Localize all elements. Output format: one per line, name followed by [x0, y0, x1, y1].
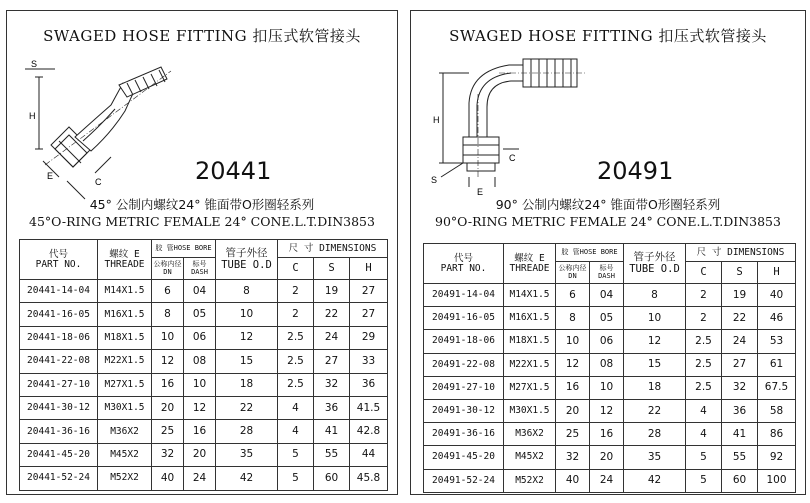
cell-s: 22	[314, 303, 350, 326]
cell-thread: M45X2	[504, 446, 556, 469]
cell-part: 20441-45-20	[20, 443, 98, 466]
cell-s: 60	[314, 467, 350, 490]
cell-s: 36	[314, 396, 350, 419]
cell-c: 2.5	[686, 330, 722, 353]
cell-dn: 20	[556, 399, 590, 422]
table-row	[424, 284, 796, 307]
header-tube-od: 管子外径 TUBE O.D	[216, 240, 278, 280]
cell-dash: 12	[184, 396, 216, 419]
cell-s: 60	[722, 469, 758, 492]
table-row	[424, 307, 796, 330]
cell-dash: 06	[590, 330, 624, 353]
cell-dash: 10	[184, 373, 216, 396]
cell-dn: 12	[556, 353, 590, 376]
cell-h: 61	[758, 353, 796, 376]
dim-label-h: H	[29, 111, 36, 121]
cell-tube: 10	[624, 307, 686, 330]
cell-dash: 24	[590, 469, 624, 492]
cell-c: 5	[278, 443, 314, 466]
cell-h: 67.5	[758, 376, 796, 399]
cell-c: 4	[686, 423, 722, 446]
cell-h: 36	[350, 373, 388, 396]
table-row	[424, 423, 796, 446]
table-row	[20, 467, 388, 490]
cell-h: 41.5	[350, 396, 388, 419]
cell-dash: 20	[590, 446, 624, 469]
cell-dash: 04	[184, 280, 216, 303]
cell-dn: 40	[152, 467, 184, 490]
cell-tube: 18	[624, 376, 686, 399]
dim-label-c: C	[509, 153, 516, 163]
cell-part: 20441-36-16	[20, 420, 98, 443]
subtitle-english: 90°O-RING METRIC FEMALE 24° CONE.L.T.DIN3853	[435, 214, 781, 229]
table-row	[20, 303, 388, 326]
cell-c: 2.5	[278, 373, 314, 396]
cell-thread: M14X1.5	[98, 280, 152, 303]
cell-thread: M52X2	[504, 469, 556, 492]
cell-part: 20441-30-12	[20, 396, 98, 419]
cell-h: 45.8	[350, 467, 388, 490]
header-h: H	[350, 258, 388, 280]
header-s: S	[314, 258, 350, 280]
cell-c: 5	[686, 469, 722, 492]
cell-s: 32	[314, 373, 350, 396]
cell-h: 100	[758, 469, 796, 492]
dim-label-e: E	[47, 171, 54, 181]
cell-tube: 42	[624, 469, 686, 492]
header-dimensions: 尺 寸 DIMENSIONS	[686, 244, 796, 262]
table-row	[424, 399, 796, 422]
cell-part: 20491-18-06	[424, 330, 504, 353]
cell-s: 19	[314, 280, 350, 303]
cell-part: 20441-18-06	[20, 326, 98, 349]
catalog-panel-20441	[6, 10, 398, 495]
dim-label-s: S	[31, 59, 38, 69]
product-code: 20441	[195, 157, 272, 185]
cell-thread: M14X1.5	[504, 284, 556, 307]
header-dash: 标号 DASH	[184, 258, 216, 280]
cell-tube: 10	[216, 303, 278, 326]
cell-s: 41	[314, 420, 350, 443]
cell-h: 33	[350, 350, 388, 373]
cell-dash: 05	[590, 307, 624, 330]
header-dash: 标号 DASH	[590, 262, 624, 284]
spec-table	[423, 243, 796, 493]
fitting-45-drawing	[15, 53, 175, 203]
header-thread: 螺纹 E THREADE	[504, 244, 556, 284]
cell-thread: M18X1.5	[98, 326, 152, 349]
catalog-panel-20491	[410, 10, 806, 495]
cell-dash: 24	[184, 467, 216, 490]
cell-dn: 20	[152, 396, 184, 419]
subtitle-english: 45°O-RING METRIC FEMALE 24° CONE.L.T.DIN3853	[29, 214, 375, 229]
cell-s: 27	[722, 353, 758, 376]
header-c: C	[686, 262, 722, 284]
cell-tube: 12	[624, 330, 686, 353]
panel-title: SWAGED HOSE FITTING 扣压式软管接头	[43, 27, 361, 45]
cell-thread: M27X1.5	[504, 376, 556, 399]
cell-thread: M22X1.5	[98, 350, 152, 373]
dim-label-c: C	[95, 177, 102, 187]
cell-h: 92	[758, 446, 796, 469]
table-row	[20, 373, 388, 396]
cell-c: 5	[278, 467, 314, 490]
cell-h: 27	[350, 303, 388, 326]
cell-tube: 28	[216, 420, 278, 443]
cell-part: 20441-22-08	[20, 350, 98, 373]
table-row	[20, 443, 388, 466]
cell-dn: 16	[152, 373, 184, 396]
cell-tube: 8	[624, 284, 686, 307]
cell-h: 40	[758, 284, 796, 307]
cell-thread: M22X1.5	[504, 353, 556, 376]
table-row	[20, 420, 388, 443]
cell-thread: M36X2	[504, 423, 556, 446]
cell-h: 27	[350, 280, 388, 303]
cell-part: 20491-52-24	[424, 469, 504, 492]
cell-tube: 8	[216, 280, 278, 303]
header-part-no: 代号 PART NO.	[20, 240, 98, 280]
header-dn: 公称内径 DN	[556, 262, 590, 284]
cell-h: 46	[758, 307, 796, 330]
table-row	[20, 396, 388, 419]
cell-dn: 6	[152, 280, 184, 303]
header-c: C	[278, 258, 314, 280]
cell-s: 55	[722, 446, 758, 469]
cell-s: 41	[722, 423, 758, 446]
cell-tube: 35	[216, 443, 278, 466]
cell-thread: M30X1.5	[98, 396, 152, 419]
cell-dash: 06	[184, 326, 216, 349]
cell-dash: 08	[184, 350, 216, 373]
header-dimensions: 尺 寸 DIMENSIONS	[278, 240, 388, 258]
cell-dash: 20	[184, 443, 216, 466]
cell-c: 2.5	[686, 353, 722, 376]
header-hose-bore: 胶 管HOSE BORE	[556, 244, 624, 262]
cell-tube: 35	[624, 446, 686, 469]
cell-part: 20491-27-10	[424, 376, 504, 399]
cell-dn: 6	[556, 284, 590, 307]
spec-table	[19, 239, 388, 491]
cell-part: 20491-14-04	[424, 284, 504, 307]
cell-s: 22	[722, 307, 758, 330]
cell-tube: 22	[624, 399, 686, 422]
cell-dn: 8	[152, 303, 184, 326]
cell-thread: M36X2	[98, 420, 152, 443]
cell-c: 2.5	[278, 350, 314, 373]
cell-c: 2	[278, 303, 314, 326]
cell-h: 42.8	[350, 420, 388, 443]
cell-s: 27	[314, 350, 350, 373]
dim-label-s: S	[431, 175, 438, 185]
cell-c: 2	[686, 307, 722, 330]
cell-h: 29	[350, 326, 388, 349]
cell-dn: 32	[556, 446, 590, 469]
cell-h: 58	[758, 399, 796, 422]
table-row	[424, 446, 796, 469]
cell-dn: 10	[556, 330, 590, 353]
table-row	[424, 330, 796, 353]
cell-s: 55	[314, 443, 350, 466]
cell-part: 20441-52-24	[20, 467, 98, 490]
fitting-90-drawing	[419, 53, 589, 203]
cell-dash: 10	[590, 376, 624, 399]
table-row	[20, 326, 388, 349]
cell-tube: 12	[216, 326, 278, 349]
cell-c: 4	[686, 399, 722, 422]
table-row	[20, 280, 388, 303]
cell-thread: M16X1.5	[504, 307, 556, 330]
cell-dn: 12	[152, 350, 184, 373]
cell-thread: M30X1.5	[504, 399, 556, 422]
cell-part: 20491-45-20	[424, 446, 504, 469]
cell-dn: 25	[152, 420, 184, 443]
table-row	[424, 376, 796, 399]
cell-part: 20441-27-10	[20, 373, 98, 396]
cell-h: 86	[758, 423, 796, 446]
subtitle-chinese: 90° 公制内螺纹24° 锥面带O形圈轻系列	[495, 197, 721, 212]
cell-tube: 15	[216, 350, 278, 373]
table-row	[424, 353, 796, 376]
header-s: S	[722, 262, 758, 284]
cell-dn: 8	[556, 307, 590, 330]
header-tube-od: 管子外径 TUBE O.D	[624, 244, 686, 284]
cell-dash: 04	[590, 284, 624, 307]
dim-label-e: E	[477, 187, 484, 197]
cell-tube: 15	[624, 353, 686, 376]
cell-thread: M18X1.5	[504, 330, 556, 353]
dim-label-h: H	[433, 115, 440, 125]
cell-h: 53	[758, 330, 796, 353]
cell-h: 44	[350, 443, 388, 466]
cell-part: 20491-16-05	[424, 307, 504, 330]
cell-thread: M16X1.5	[98, 303, 152, 326]
cell-part: 20491-22-08	[424, 353, 504, 376]
cell-thread: M52X2	[98, 467, 152, 490]
cell-dn: 16	[556, 376, 590, 399]
cell-s: 19	[722, 284, 758, 307]
cell-thread: M45X2	[98, 443, 152, 466]
cell-dash: 16	[590, 423, 624, 446]
cell-part: 20441-14-04	[20, 280, 98, 303]
product-code: 20491	[597, 157, 674, 185]
cell-c: 2.5	[278, 326, 314, 349]
cell-thread: M27X1.5	[98, 373, 152, 396]
header-hose-bore: 胶 管HOSE BORE	[152, 240, 216, 258]
header-h: H	[758, 262, 796, 284]
cell-s: 32	[722, 376, 758, 399]
cell-part: 20441-16-05	[20, 303, 98, 326]
header-part-no: 代号 PART NO.	[424, 244, 504, 284]
cell-dn: 25	[556, 423, 590, 446]
cell-dash: 16	[184, 420, 216, 443]
table-row	[20, 350, 388, 373]
panel-title: SWAGED HOSE FITTING 扣压式软管接头	[449, 27, 767, 45]
cell-s: 36	[722, 399, 758, 422]
cell-dn: 32	[152, 443, 184, 466]
header-thread: 螺纹 E THREADE	[98, 240, 152, 280]
cell-s: 24	[314, 326, 350, 349]
cell-s: 24	[722, 330, 758, 353]
cell-dn: 10	[152, 326, 184, 349]
table-row	[424, 469, 796, 492]
cell-dash: 05	[184, 303, 216, 326]
cell-tube: 28	[624, 423, 686, 446]
cell-c: 2	[686, 284, 722, 307]
cell-c: 5	[686, 446, 722, 469]
cell-c: 4	[278, 420, 314, 443]
cell-dash: 08	[590, 353, 624, 376]
cell-c: 2.5	[686, 376, 722, 399]
cell-c: 4	[278, 396, 314, 419]
cell-part: 20491-36-16	[424, 423, 504, 446]
cell-dn: 40	[556, 469, 590, 492]
subtitle-chinese: 45° 公制内螺纹24° 锥面带O形圈轻系列	[89, 197, 315, 212]
header-dn: 公称内径 DN	[152, 258, 184, 280]
cell-tube: 18	[216, 373, 278, 396]
cell-dash: 12	[590, 399, 624, 422]
cell-tube: 42	[216, 467, 278, 490]
cell-tube: 22	[216, 396, 278, 419]
cell-c: 2	[278, 280, 314, 303]
cell-part: 20491-30-12	[424, 399, 504, 422]
